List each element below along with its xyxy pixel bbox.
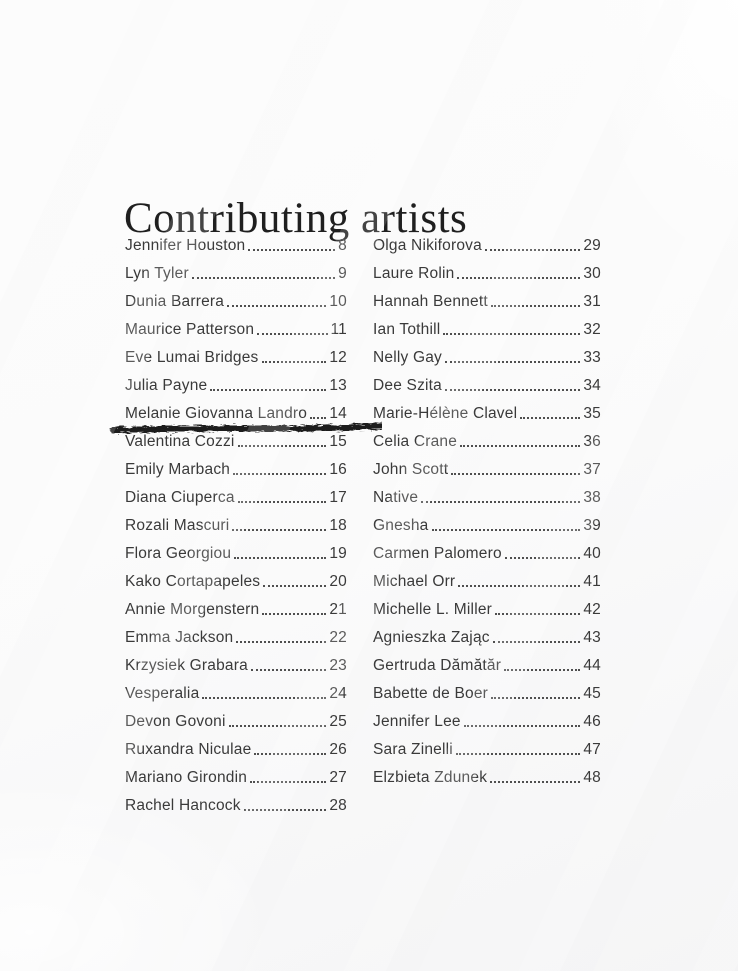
artist-name: Jennifer Houston bbox=[125, 237, 246, 254]
artist-name: Mariano Girondin bbox=[125, 769, 248, 786]
artist-name: Valentina Cozzi bbox=[125, 433, 235, 450]
page-number: 44 bbox=[583, 657, 601, 674]
artist-name: Eve Lumai Bridges bbox=[125, 349, 259, 366]
dot-leader bbox=[485, 249, 580, 251]
artist-name: Krzysiek Grabara bbox=[125, 657, 248, 674]
toc-entry-row bbox=[125, 424, 347, 452]
dot-leader bbox=[491, 305, 581, 307]
dot-leader bbox=[232, 529, 326, 531]
dot-leader bbox=[210, 389, 326, 391]
artist-name: Julia Payne bbox=[125, 377, 208, 394]
artist-name: Elzbieta Zdunek bbox=[373, 769, 488, 786]
page-number: 18 bbox=[329, 517, 347, 534]
toc-entry-row bbox=[125, 396, 347, 424]
page-number: 31 bbox=[583, 293, 601, 310]
dot-leader bbox=[445, 389, 580, 391]
dot-leader bbox=[238, 501, 327, 503]
page-number: 25 bbox=[329, 713, 347, 730]
toc-entry-row bbox=[373, 592, 601, 620]
dot-leader bbox=[456, 753, 580, 755]
toc-entry-row bbox=[125, 788, 347, 816]
page-number: 42 bbox=[583, 601, 601, 618]
page-number: 20 bbox=[329, 573, 347, 590]
toc-entry-row bbox=[373, 284, 601, 312]
toc-entry-row bbox=[125, 480, 347, 508]
page-number: 41 bbox=[583, 573, 601, 590]
page-number: 32 bbox=[583, 321, 601, 338]
toc-entry-row bbox=[373, 340, 601, 368]
page-number: 48 bbox=[583, 769, 601, 786]
toc-entry-row bbox=[373, 564, 601, 592]
dot-leader bbox=[233, 473, 326, 475]
page-number: 23 bbox=[329, 657, 347, 674]
artist-name: Diana Ciuperca bbox=[125, 489, 235, 506]
artist-name: Gertruda Dămătăr bbox=[373, 657, 502, 674]
toc-entry-row bbox=[373, 452, 601, 480]
toc-entry-row bbox=[125, 368, 347, 396]
page-number: 24 bbox=[329, 685, 347, 702]
page-number: 43 bbox=[583, 629, 601, 646]
dot-leader bbox=[421, 501, 580, 503]
artist-name: Ian Tothill bbox=[373, 321, 441, 338]
dot-leader bbox=[310, 417, 326, 419]
dot-leader bbox=[263, 585, 326, 587]
artist-name: Native bbox=[373, 489, 419, 506]
artist-name: Celia Crane bbox=[373, 433, 458, 450]
artist-name: Rachel Hancock bbox=[125, 797, 241, 814]
page-number: 10 bbox=[329, 293, 347, 310]
dot-leader bbox=[262, 361, 327, 363]
dot-leader bbox=[202, 697, 326, 699]
dot-leader bbox=[250, 781, 326, 783]
artist-name: Sara Zinelli bbox=[373, 741, 453, 758]
dot-leader bbox=[229, 725, 327, 727]
page-number: 36 bbox=[583, 433, 601, 450]
dot-leader bbox=[493, 641, 581, 643]
page-number: 46 bbox=[583, 713, 601, 730]
dot-leader bbox=[491, 697, 580, 699]
artist-name: Gnesha bbox=[373, 517, 429, 534]
dot-leader bbox=[251, 669, 326, 671]
artist-name: Melanie Giovanna Landro bbox=[125, 405, 308, 422]
page-number: 15 bbox=[329, 433, 347, 450]
artist-name: Kako Cortapapeles bbox=[125, 573, 261, 590]
dot-leader bbox=[458, 585, 580, 587]
toc-entry-row bbox=[125, 760, 347, 788]
artist-name: Nelly Gay bbox=[373, 349, 442, 366]
page-number: 11 bbox=[330, 321, 347, 338]
toc-entry-row bbox=[373, 312, 601, 340]
toc-entry-row bbox=[125, 452, 347, 480]
artist-name: Dee Szita bbox=[373, 377, 442, 394]
dot-leader bbox=[254, 753, 326, 755]
toc-entry-row bbox=[373, 480, 601, 508]
page-number: 33 bbox=[583, 349, 601, 366]
toc-entry-row bbox=[373, 648, 601, 676]
toc-entry-row bbox=[125, 508, 347, 536]
dot-leader bbox=[460, 445, 580, 447]
toc-entry-row bbox=[125, 228, 347, 256]
dot-leader bbox=[248, 249, 335, 251]
dot-leader bbox=[236, 641, 326, 643]
artist-name: Ruxandra Niculae bbox=[125, 741, 252, 758]
toc-entry-row bbox=[125, 536, 347, 564]
page-number: 35 bbox=[583, 405, 601, 422]
page-number: 29 bbox=[583, 237, 601, 254]
page-number: 9 bbox=[338, 265, 347, 282]
dot-leader bbox=[490, 781, 580, 783]
page-title: Contributing artists bbox=[124, 194, 468, 242]
dot-leader bbox=[451, 473, 580, 475]
artist-name: Annie Morgenstern bbox=[125, 601, 260, 618]
dot-leader bbox=[192, 277, 335, 279]
page-number: 28 bbox=[329, 797, 347, 814]
toc-right-column bbox=[373, 228, 601, 816]
artist-name: Rozali Mascuri bbox=[125, 517, 230, 534]
dot-leader bbox=[495, 613, 580, 615]
page-number: 13 bbox=[329, 377, 347, 394]
toc-entry-row bbox=[125, 732, 347, 760]
dot-leader bbox=[504, 669, 580, 671]
artist-name: Jennifer Lee bbox=[373, 713, 461, 730]
toc-entry-row bbox=[125, 312, 347, 340]
toc-entry-row bbox=[373, 424, 601, 452]
artist-name: Emma Jackson bbox=[125, 629, 234, 646]
artist-name: Agnieszka Zając bbox=[373, 629, 490, 646]
dot-leader bbox=[262, 613, 326, 615]
artist-name: Flora Georgiou bbox=[125, 545, 232, 562]
artist-name: Olga Nikiforova bbox=[373, 237, 482, 254]
artist-name: Maurice Patterson bbox=[125, 321, 255, 338]
artist-name: John Scott bbox=[373, 461, 449, 478]
artist-name: Michael Orr bbox=[373, 573, 456, 590]
page-number: 30 bbox=[583, 265, 601, 282]
page-number: 45 bbox=[583, 685, 601, 702]
toc-entry-row bbox=[373, 368, 601, 396]
artist-name: Babette de Boer bbox=[373, 685, 489, 702]
artist-name: Lyn Tyler bbox=[125, 265, 189, 282]
page-number: 37 bbox=[583, 461, 601, 478]
toc-entry-row bbox=[373, 704, 601, 732]
toc-entry-row bbox=[125, 620, 347, 648]
page-number: 40 bbox=[583, 545, 601, 562]
toc-entry-row bbox=[125, 592, 347, 620]
artist-name: Dunia Barrera bbox=[125, 293, 225, 310]
toc-entry-row bbox=[373, 508, 601, 536]
toc-entry-row bbox=[373, 256, 601, 284]
toc-entry-row bbox=[373, 760, 601, 788]
page-number: 14 bbox=[329, 405, 347, 422]
toc-entry-row bbox=[373, 732, 601, 760]
page-number: 12 bbox=[329, 349, 347, 366]
dot-leader bbox=[443, 333, 580, 335]
page-number: 27 bbox=[329, 769, 347, 786]
artist-name: Devon Govoni bbox=[125, 713, 226, 730]
artist-name: Laure Rolin bbox=[373, 265, 455, 282]
artist-name: Carmen Palomero bbox=[373, 545, 502, 562]
page-number: 16 bbox=[329, 461, 347, 478]
dot-leader bbox=[257, 333, 327, 335]
page-number: 19 bbox=[329, 545, 347, 562]
toc-entry-row bbox=[125, 676, 347, 704]
dot-leader bbox=[227, 305, 326, 307]
toc-entry-row bbox=[125, 284, 347, 312]
page-number: 17 bbox=[329, 489, 347, 506]
artist-name: Vesperalia bbox=[125, 685, 200, 702]
page-number: 26 bbox=[329, 741, 347, 758]
dot-leader bbox=[457, 277, 580, 279]
toc-entry-row bbox=[125, 564, 347, 592]
artist-name: Emily Marbach bbox=[125, 461, 231, 478]
artist-name: Hannah Bennett bbox=[373, 293, 488, 310]
toc-entry-row bbox=[125, 256, 347, 284]
toc-entry-row bbox=[373, 676, 601, 704]
page-number: 22 bbox=[329, 629, 347, 646]
dot-leader bbox=[238, 445, 327, 447]
toc-entry-row bbox=[373, 228, 601, 256]
page-number: 39 bbox=[583, 517, 601, 534]
artist-name: Marie-Hélène Clavel bbox=[373, 405, 518, 422]
page-number: 21 bbox=[329, 601, 347, 618]
toc-entry-row bbox=[125, 704, 347, 732]
dot-leader bbox=[464, 725, 581, 727]
dot-leader bbox=[505, 557, 581, 559]
toc-columns bbox=[125, 228, 601, 816]
page-number: 8 bbox=[338, 237, 347, 254]
toc-entry-row bbox=[125, 340, 347, 368]
toc-entry-row bbox=[373, 620, 601, 648]
page-number: 47 bbox=[583, 741, 601, 758]
artist-name: Michelle L. Miller bbox=[373, 601, 493, 618]
toc-entry-row bbox=[373, 396, 601, 424]
toc-entry-row bbox=[125, 648, 347, 676]
dot-leader bbox=[520, 417, 580, 419]
dot-leader bbox=[445, 361, 580, 363]
page-number: 38 bbox=[583, 489, 601, 506]
page-number: 34 bbox=[583, 377, 601, 394]
dot-leader bbox=[244, 809, 327, 811]
dot-leader bbox=[432, 529, 581, 531]
toc-entry-row bbox=[373, 536, 601, 564]
dot-leader bbox=[234, 557, 326, 559]
toc-left-column bbox=[125, 228, 347, 816]
